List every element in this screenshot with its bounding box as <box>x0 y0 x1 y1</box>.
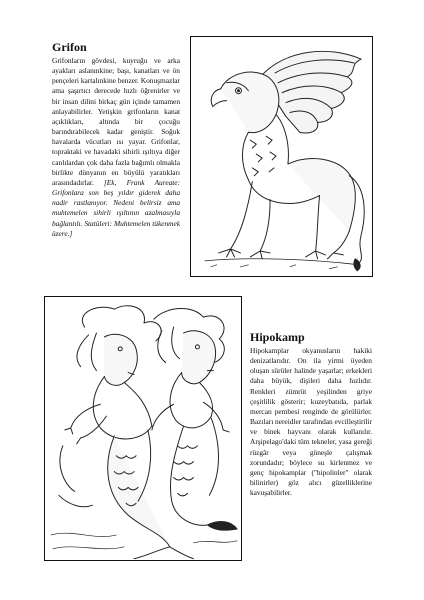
griffin-illustration <box>190 36 373 277</box>
hipokamp-description: Hipokamplar okyanusların hakiki denizatlarıdır. On ila yirmi üyeden oluşan sürüler halinde yaşarlar; erkekleri daha büyük, dişileri daha hızlıdır. Renkleri zümrüt yeşilinden griye çeşitlilik gösterir; kuzeybatıda, parlak mercan pembesi renginde de görülürler. Bazıları nereidler tarafından evcilleştirilir ve binek hayvanı olarak kullanılır. Arşipelago'daki tüm tekneler, yasa gereği rüzgâr veya güneşle çalışmak zorundadır; böylece su kirlenmez ve genç hipokamplar ("hipolinler" olarak bilinirler) göz alıcı güzelliklerine kavuşabilirler. <box>250 346 373 498</box>
griffin-drawing <box>191 37 372 276</box>
grifon-heading: Grifon <box>52 40 87 54</box>
hipokamp-heading: Hipokamp <box>250 330 305 344</box>
grifon-note: [Ek, Frank Aureate: Grifonlara son beş yıldır giderek daha nadir rastlanıyor. Nedeni belirsiz ama muhtemelen sihirli ışıltının azalmasıyla bağlantılı. Statüleri: Muhtemelen tükenmek üzere.] <box>52 177 180 238</box>
grifon-description <box>52 56 180 239</box>
hippocamp-drawing <box>45 297 241 560</box>
grifon-body: Grifonların gövdesi, kuyruğu ve arka ayakları aslanınkine; başı, kanatları ve ön pençeleri kartalınkine benzer. Konuşmazlar ama şaşırtıcı derecede hızlı öğrenirler ve bir insan dilini birkaç gün içinde tamamen anlayabilirler. Yetişkin grifonların kanat açıklıkları, altında bir çocuğu barındırabilecek kadar geniştir. Soğuk havalarda vücutları ısı yayar. Grifonlar, topraktaki ve havadaki sihirli ışıltıya diğer canlılardan çok daha fazla bağımlı olmakla birlikte dünyanın en büyülü yaratıkları arasındadırlar. <box>52 56 180 187</box>
hippocamp-illustration <box>44 296 242 561</box>
